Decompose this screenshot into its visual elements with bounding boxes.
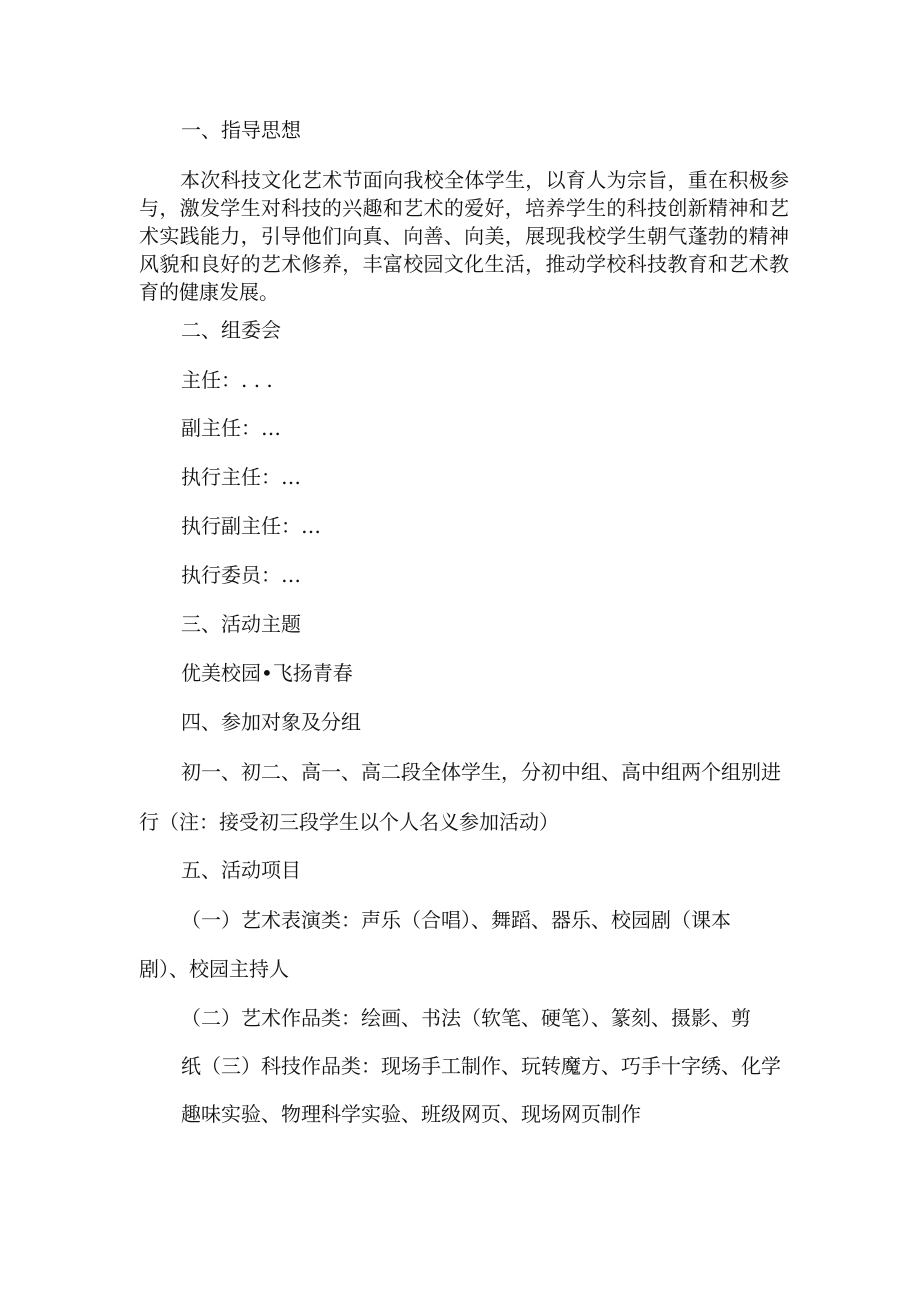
paragraph-line: 本次科技文化艺术节面向我校全体学生，以育人为宗旨，重在积极参 — [180, 168, 789, 192]
committee-executive-members: 执行委员：… — [181, 563, 301, 587]
activity-theme-text: 优美校园•飞扬青春 — [181, 661, 353, 685]
section-heading-guiding-ideology: 一、指导思想 — [181, 118, 301, 142]
committee-executive-director: 执行主任：… — [181, 465, 301, 489]
paragraph-line: 术实践能力，引导他们向真、向善、向美，展现我校学生朝气蓬勃的精神 — [139, 224, 789, 248]
paragraph-line: 育的健康发展。 — [139, 280, 279, 304]
activity-item-line: （二）艺术作品类：绘画、书法（软笔、硬笔）、篆刻、摄影、剪 — [181, 1006, 751, 1030]
paragraph-line: 与，激发学生对科技的兴趣和艺术的爱好，培养学生的科技创新精神和艺 — [139, 196, 789, 220]
activity-item-line: 纸（三）科技作品类：现场手工制作、玩转魔方、巧手十字绣、化学 — [181, 1054, 781, 1078]
committee-deputy-director: 副主任：… — [181, 416, 281, 440]
committee-director: 主任：. . . — [181, 368, 273, 392]
section-heading-participants: 四、参加对象及分组 — [181, 710, 361, 734]
committee-executive-deputy-director: 执行副主任：… — [181, 514, 321, 538]
activity-item-line: 趣味实验、物理科学实验、班级网页、现场网页制作 — [181, 1102, 641, 1126]
guiding-ideology-paragraph — [139, 166, 789, 306]
participants-line: 初一、初二、高一、高二段全体学生，分初中组、高中组两个组别进 — [181, 760, 781, 784]
paragraph-line: 风貌和良好的艺术修养，丰富校园文化生活，推动学校科技教育和艺术教 — [139, 252, 789, 276]
activity-item-line: 剧）、校园主持人 — [139, 957, 289, 981]
section-heading-organizing-committee: 二、组委会 — [181, 318, 281, 342]
section-heading-activity-items: 五、活动项目 — [181, 858, 301, 882]
participants-line: 行（注：接受初三段学生以个人名义参加活动） — [139, 810, 559, 834]
activity-item-line: （一）艺术表演类：声乐（合唱）、舞蹈、器乐、校园剧（课本 — [181, 908, 731, 932]
section-heading-activity-theme: 三、活动主题 — [181, 612, 301, 636]
